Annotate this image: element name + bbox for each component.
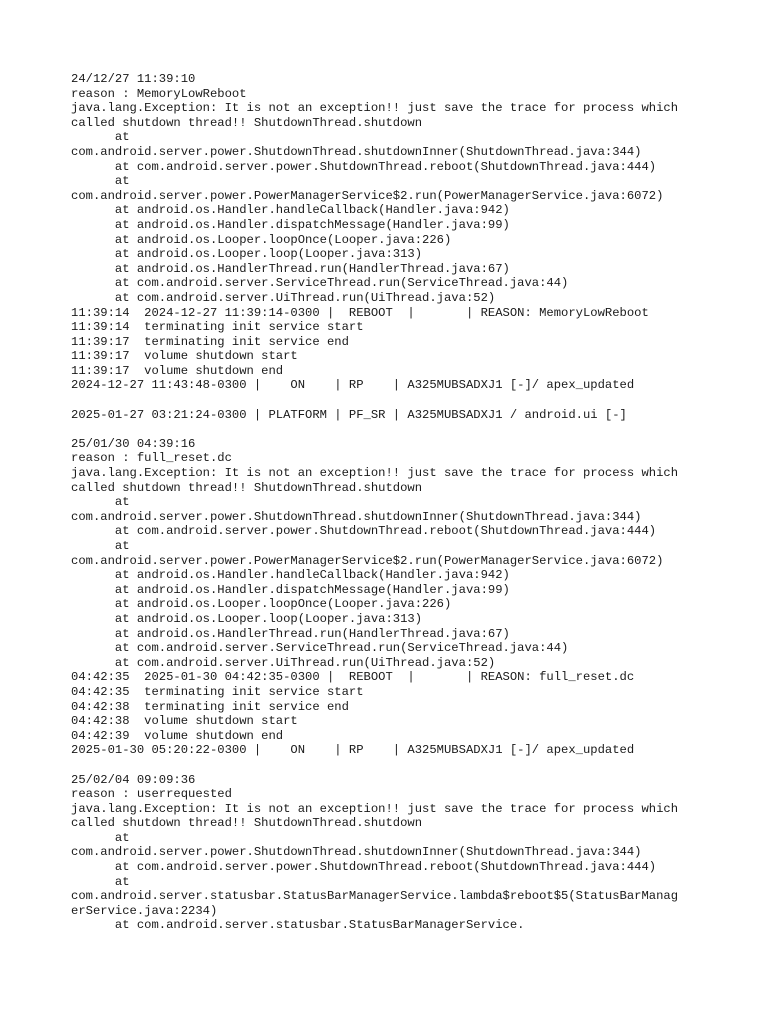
log-line: 11:39:14 2024-12-27 11:39:14-0300 | REBOOT | | REASON: MemoryLowReboot (71, 305, 649, 320)
log-line: erService.java:2234) (71, 903, 218, 918)
log-line: 04:42:35 terminating init service start (71, 684, 364, 699)
log-line: reason : userrequested (71, 787, 232, 802)
log-line: java.lang.Exception: It is not an exception!! just save the trace for process which (71, 801, 679, 816)
log-line: reason : full_reset.dc (71, 451, 232, 466)
entry-separator (71, 758, 731, 773)
log-line: java.lang.Exception: It is not an exception!! just save the trace for process which (71, 101, 679, 116)
log-line: 04:42:35 2025-01-30 04:42:35-0300 | REBOOT | | REASON: full_reset.dc (71, 670, 635, 685)
log-line: at (71, 539, 130, 553)
log-line: 24/12/27 11:39:10 (71, 72, 196, 86)
log-line: at com.android.server.ServiceThread.run(ServiceThread.java:44) (71, 641, 569, 656)
log-line: at com.android.server.power.ShutdownThread.reboot(ShutdownThread.java:444) (71, 860, 657, 875)
log-line: at com.android.server.UiThread.run(UiThread.java:52) (71, 290, 496, 305)
log-line: at (71, 495, 130, 510)
log-line: at (71, 874, 130, 889)
log-line: 04:42:38 volume shutdown start (71, 714, 298, 729)
log-line: at com.android.server.power.ShutdownThread.reboot(ShutdownThread.java:444) (71, 524, 657, 539)
log-line: com.android.server.power.ShutdownThread.shutdownInner(ShutdownThread.java:344) (71, 509, 642, 524)
log-line: 2025-01-30 05:20:22-0300 | ON | RP | A325MUBSADXJ1 [-]/ apex_updated (71, 743, 635, 758)
log-entry (71, 773, 731, 934)
log-line: 11:39:14 terminating init service start (71, 320, 364, 335)
log-entry (71, 72, 731, 393)
log-line: com.android.server.statusbar.StatusBarManagerService.lambda$reboot$5(StatusBarManag (71, 889, 679, 904)
entry-separator (71, 393, 731, 408)
log-line: 2024-12-27 11:43:48-0300 | ON | RP | A325MUBSADXJ1 [-]/ apex_updated (71, 378, 635, 393)
log-line: at (71, 174, 130, 189)
log-line: at android.os.Handler.handleCallback(Handler.java:942) (71, 203, 510, 218)
log-line: 25/02/04 09:09:36 (71, 772, 196, 787)
log-line: com.android.server.power.ShutdownThread.shutdownInner(ShutdownThread.java:344) (71, 845, 642, 860)
log-line: at android.os.Looper.loop(Looper.java:313) (71, 247, 423, 262)
log-line: 2025-01-27 03:21:24-0300 | PLATFORM | PF_SR | A325MUBSADXJ1 / android.ui [-] (71, 407, 627, 422)
log-line: at com.android.server.UiThread.run(UiThread.java:52) (71, 655, 496, 670)
log-line: 04:42:38 terminating init service end (71, 699, 349, 714)
log-line: com.android.server.power.PowerManagerService$2.run(PowerManagerService.java:6072) (71, 553, 664, 568)
log-line: at android.os.Handler.dispatchMessage(Handler.java:99) (71, 217, 510, 232)
log-entry (71, 408, 731, 423)
log-line: called shutdown thread!! ShutdownThread.shutdown (71, 480, 423, 495)
log-line: at android.os.Looper.loopOnce(Looper.java:226) (71, 232, 452, 247)
log-line: java.lang.Exception: It is not an exception!! just save the trace for process which (71, 466, 679, 481)
log-line: reason : MemoryLowReboot (71, 86, 247, 101)
log-line: 04:42:39 volume shutdown end (71, 728, 284, 743)
entry-separator (71, 422, 731, 437)
log-line: at (71, 130, 130, 145)
log-line: at android.os.HandlerThread.run(HandlerThread.java:67) (71, 626, 510, 641)
log-line: 11:39:17 volume shutdown end (71, 363, 284, 378)
log-line: called shutdown thread!! ShutdownThread.shutdown (71, 115, 423, 130)
log-line: 11:39:17 terminating init service end (71, 334, 349, 349)
log-line: at android.os.Looper.loop(Looper.java:313) (71, 611, 423, 626)
log-text-body (71, 72, 731, 933)
log-line: at com.android.server.power.ShutdownThread.reboot(ShutdownThread.java:444) (71, 159, 657, 174)
log-line: at android.os.Looper.loopOnce(Looper.java:226) (71, 597, 452, 612)
log-line: at (71, 830, 130, 845)
log-line: com.android.server.power.ShutdownThread.shutdownInner(ShutdownThread.java:344) (71, 144, 642, 159)
log-line: at android.os.Handler.dispatchMessage(Handler.java:99) (71, 582, 510, 597)
log-line: at android.os.Handler.handleCallback(Handler.java:942) (71, 568, 510, 583)
log-line: 25/01/30 04:39:16 (71, 436, 196, 451)
log-line: 11:39:17 volume shutdown start (71, 349, 298, 364)
log-line: called shutdown thread!! ShutdownThread.shutdown (71, 816, 423, 831)
log-line: com.android.server.power.PowerManagerService$2.run(PowerManagerService.java:6072) (71, 188, 664, 203)
log-line: at android.os.HandlerThread.run(HandlerThread.java:67) (71, 261, 510, 276)
log-entry (71, 437, 731, 758)
log-line: at com.android.server.statusbar.StatusBarManagerService. (71, 918, 525, 933)
log-line: at com.android.server.ServiceThread.run(ServiceThread.java:44) (71, 276, 569, 291)
